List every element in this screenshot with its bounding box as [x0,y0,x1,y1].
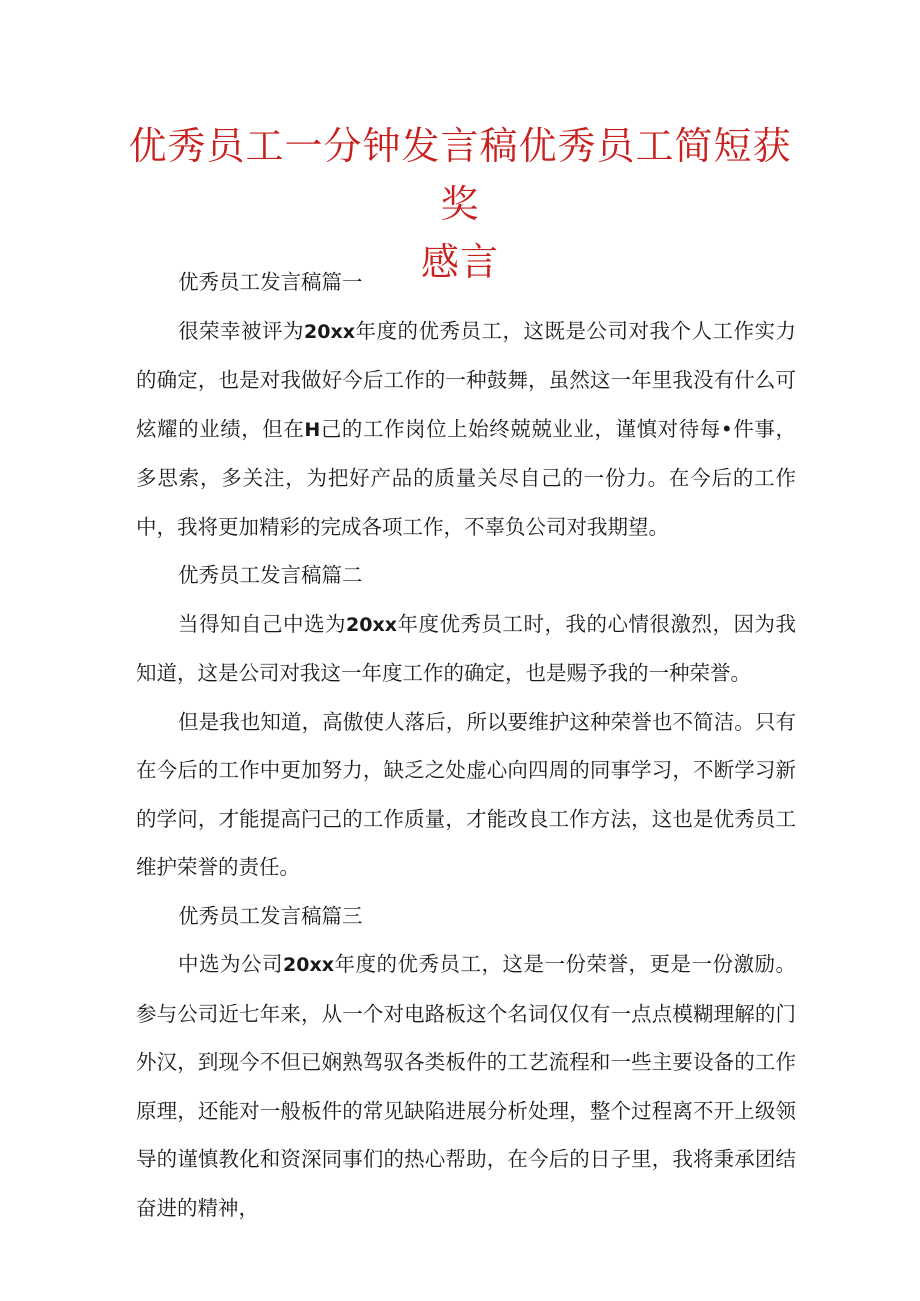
section-3-paragraph-1 [136,940,796,1232]
section-2-paragraph-2: 但是我也知道，高傲使人落后，所以要维护这种荣誉也不简洁。只有在今后的工作中更加努力，缺乏之处虚心向四周的同事学习，不断学习新的学问，才能提高闩己的工作质量，才能改良工作方法，这也是优秀员工维护荣誉的责任。 [136,709,796,879]
text-run: 己的工作岗位上始终兢兢业业，谨慎对待每•件事，多思索，多关注，为把好产品的质量关尽自己的一份力。在今后的工作中，我将更加精彩的完成各项工作，不辜负公司对我期望。 [136,416,797,539]
section-heading-2: 优秀员工发言稿篇二 [178,563,363,587]
text-run: 中选为公司 [178,952,284,976]
year-text: 20xx [346,613,397,636]
title-line-2: 感言 [420,240,499,284]
glyph-text: H [304,418,321,441]
title-line-1: 优秀员工一分钟发言稿优秀员工简短获奖 [128,124,792,226]
text-run: 年度的优秀员工，这是一份荣誉，更是一份激励。参与公司近七年来，从一个对电路板这个名词仅仅有一点点模糊理解的门外汉，到现今不但已娴熟驾驭各类板件的工艺流程和一些主要设备的工作原理，还能对一般板件的常见缺陷进展分析处理，整个过程离不开上级领导的谨慎教化和资深同事们的热心帮助，在今后的日子里，我将秉承团结奋进的精神， [136,952,797,1220]
year-text: 20xx [304,320,355,343]
section-2-paragraph-1 [136,600,796,698]
section-heading-1: 优秀员工发言稿篇一 [178,270,363,294]
text-run: 当得知自己中选为 [178,611,347,636]
section-1-paragraph-1 [136,307,796,552]
text-run: 年度的优秀员工，这既是公司对我个人工作实力的确定，也是对我做好今后工作的一种鼓舞，虽然这一年里我没有什么可炫耀的业绩，但在 [136,318,797,441]
section-heading-3: 优秀员工发言稿篇三 [178,903,363,928]
text-run: 很荣幸被评为 [178,318,305,343]
text-run: 年度优秀员工时，我的心情很激烈，因为我知道，这是公司对我这一年度工作的确定，也是赐予我的一种荣誉。 [136,611,797,685]
year-text: 20xx [283,954,334,976]
document-body [136,258,796,1232]
